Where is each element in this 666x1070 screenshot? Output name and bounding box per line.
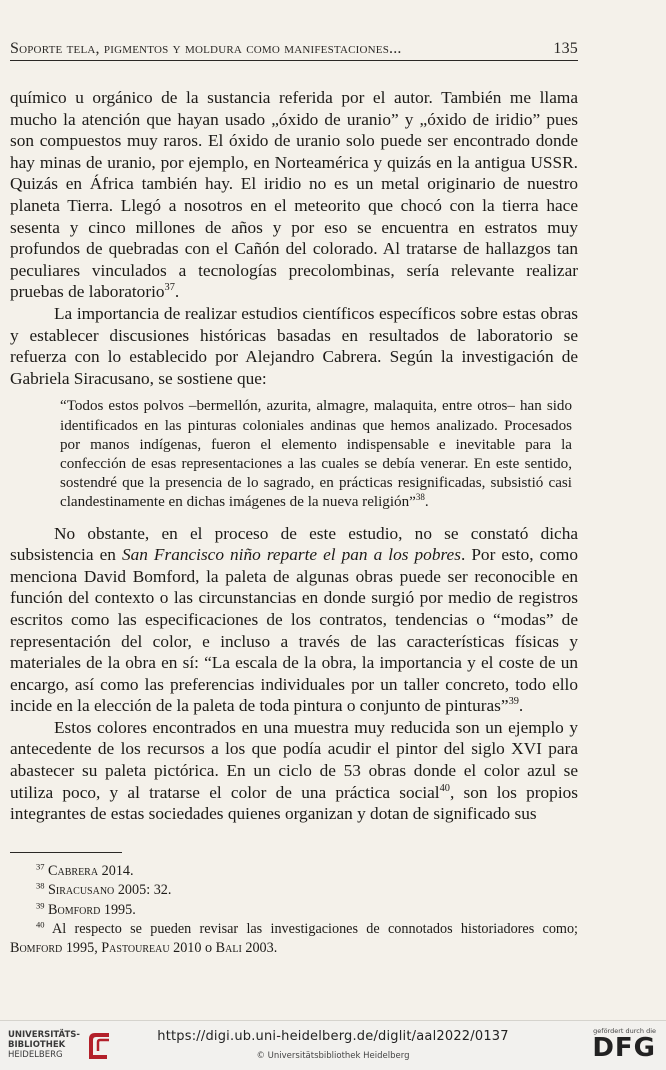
footnote-40: $^{40}$ Al respecto se pueden revisar las investigaciones de connotados historiadores como; Bomford 1995, Pastoureau 2010 o Bali 2003.: [10, 919, 578, 956]
footnote-ref-38[interactable]: 38: [415, 492, 425, 503]
paragraph-4: Estos colores encontrados en una muestra muy reducida son un ejemplo y antecedente de los recursos a los que podía acudir el pintor del siglo XVI para abastecer su paleta pictórica. En un ciclo de 53 obras donde el color azul se utiliza poco, y al tratarse el color de una práctica social$^{40}$, son los propios integrantes de estas sociedades quienes organizan y dotan de significado sus: [10, 717, 578, 824]
paragraph-1: químico u orgánico de la sustancia referida por el autor. También me llama mucho la atención que hayan usado „óxido de uranio” y „óxido de iridio” pues son compuestos muy raros. El óxido de uranio solo puede ser encontrado donde hay minas de uranio, por ejemplo, en Norteamérica y quizás en la antigua USSR. Quizás en África también hay. El iridio no es un metal originario de nuestro planeta Tierra. Llegó a nosotros en el meteorito que chocó con la tierra hace sesenta y cinco millones de años y por eso se encuentra en estratos muy profundos de quebradas con el Cañón del colorado. Al tratarse de hallazgos tan peculiares vinculados a tecnologías precolombinas, sería relevante realizar pruebas de laboratorio$^{37}$.: [10, 88, 578, 302]
viewer-footer: [0, 1020, 666, 1070]
page-number: 135: [553, 40, 578, 57]
paragraph-2: La importancia de realizar estudios científicos específicos sobre estas obras y establecer discusiones históricas basadas en resultados de laboratorio se refuerza con lo establecido por Alejandro Cabrera. Según la investigación de Gabriela Siracusano, se sostiene que:: [10, 303, 578, 388]
dfg-logo[interactable]: gefördert durch die DFG: [592, 1027, 656, 1063]
block-quote: “Todos estos polvos –bermellón, azurita, almagre, malaquita, entre otros– han sido identificados en las pinturas coloniales andinas que hemos analizado. Procesados por manos indígenas, fueron el elemento indispensable e inevitable para la confección de esas representaciones a las cuales se debía venerar. En este sentido, sostendré que la presencia de lo sagrado, en prácticas resignificadas, subsistió casi clandestinamente en dichas imágenes de la nueva religión”$^{38}$.: [60, 398, 572, 511]
footnote-rule: [10, 852, 122, 853]
footnote-ref-39[interactable]: 39: [508, 696, 519, 708]
library-name: UNIVERSITÄTS- BIBLIOTHEK HEIDELBERG: [8, 1030, 80, 1060]
artwork-title: San Francisco niño reparte el pan a los pobres: [121, 545, 461, 565]
running-title: Soporte tela, pigmentos y moldura como manifestaciones...: [10, 40, 402, 57]
footnote-38: $^{38}$ Siracusano 2005: 32.: [36, 880, 172, 899]
footnotes: [10, 862, 578, 958]
copyright-notice: © Universitätsbibliothek Heidelberg: [256, 1051, 410, 1061]
header-rule: [10, 60, 578, 61]
running-header: [10, 40, 578, 58]
footnote-37: $^{37}$ Cabrera 2014.: [36, 861, 134, 879]
main-text: [10, 87, 578, 825]
paragraph-3: No obstante, en el proceso de este estudio, no se constató dicha subsistencia en San Francisco niño reparte el pan a los pobres. Por esto, como menciona David Bomford, la paleta de algunas obras puede ser reconocible en función del contexto o las circunstancias en donde surgió por medio de registros escritos como las especificaciones de los contratos, tendencias o “modas” de representación del color, e incluso a través de las características físicas y materiales de la obra en sí: “La escala de la obra, la importancia y el coste de un encargo, así como las preferencias individuales por un taller concreto, todo ello incide en la elección de la paleta de toda pintura o conjunto de pinturas”$^{39}$.: [10, 523, 578, 716]
footnote-39: $^{39}$ Bomford 1995.: [36, 900, 136, 918]
permalink-url[interactable]: https://digi.ub.uni-heidelberg.de/diglit/aal2022/0137: [157, 1029, 509, 1044]
footnote-ref-37[interactable]: 37: [164, 282, 175, 294]
footnote-ref-40[interactable]: 40: [439, 782, 450, 794]
